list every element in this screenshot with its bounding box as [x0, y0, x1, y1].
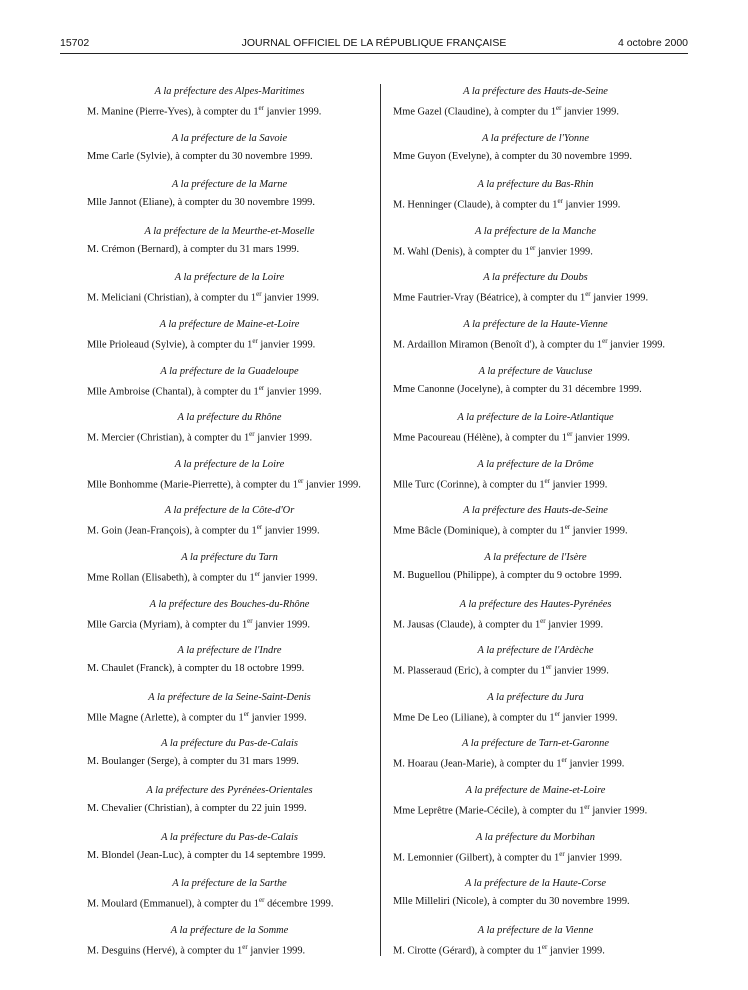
appointment-line: M. Goin (Jean-François), à compter du 1er janvier 1999. [87, 523, 320, 537]
prefecture-heading: A la préfecture de l'Isère [484, 551, 587, 563]
appointment-entry [87, 551, 372, 598]
prefecture-heading: A la préfecture du Pas-de-Calais [161, 831, 298, 843]
prefecture-heading: A la préfecture du Morbihan [476, 831, 595, 843]
prefecture-heading: A la préfecture de la Meurthe-et-Moselle [144, 225, 315, 237]
appointment-entry [87, 877, 372, 924]
appointment-entry [393, 877, 678, 924]
appointment-entry [87, 504, 372, 551]
appointment-line: Mme De Leo (Liliane), à compter du 1er janvier 1999. [393, 709, 618, 724]
appointment-line: M. Boulanger (Serge), à compter du 31 mars 1999. [87, 756, 299, 768]
prefecture-heading: A la préfecture de la Somme [170, 924, 289, 936]
appointment-line: M. Hoarau (Jean-Marie), à compter du 1er janvier 1999. [393, 756, 625, 770]
appointment-line: M. Jausas (Claude), à compter du 1er janvier 1999. [393, 616, 604, 630]
appointment-line: Mlle Jannot (Eliane), à compter du 30 novembre 1999. [87, 197, 315, 209]
appointment-entry [393, 831, 678, 878]
prefecture-heading: A la préfecture de Tarn-et-Garonne [462, 738, 609, 750]
appointment-line: Mlle Prioleaud (Sylvie), à compter du 1er janvier 1999. [87, 336, 316, 351]
prefecture-heading: A la préfecture de la Côte-d'Or [164, 505, 295, 517]
appointment-entry [87, 411, 372, 458]
prefecture-heading: A la préfecture de l'Indre [177, 645, 282, 657]
appointment-entry [393, 737, 678, 784]
appointment-entry [393, 411, 678, 458]
prefecture-heading: A la préfecture du Jura [487, 691, 584, 703]
appointment-line: M. Henninger (Claude), à compter du 1er janvier 1999. [393, 197, 621, 211]
appointment-line: M. Lemonnier (Gilbert), à compter du 1er janvier 1999. [393, 849, 623, 863]
appointment-entry [87, 831, 372, 878]
appointment-entry [393, 691, 678, 738]
right-column [393, 85, 678, 970]
appointment-line: M. Meliciani (Christian), à compter du 1er janvier 1999. [87, 290, 319, 304]
appointment-line: M. Cirotte (Gérard), à compter du 1er janvier 1999. [393, 942, 605, 957]
appointment-entry [87, 318, 372, 365]
appointment-line: Mme Canonne (Jocelyne), à compter du 31 décembre 1999. [393, 383, 642, 395]
appointment-line: Mme Rollan (Elisabeth), à compter du 1er janvier 1999. [87, 569, 318, 584]
left-column [87, 85, 372, 970]
prefecture-heading: A la préfecture du Rhône [177, 412, 282, 424]
appointment-entry [393, 132, 678, 179]
appointment-line: Mlle Milleliri (Nicole), à compter du 30 novembre 1999. [393, 896, 630, 908]
appointment-entry [393, 504, 678, 551]
prefecture-heading: A la préfecture du Doubs [483, 272, 588, 284]
appointment-entry [393, 178, 678, 225]
prefecture-heading: A la préfecture du Bas-Rhin [477, 179, 594, 191]
appointment-line: Mme Guyon (Evelyne), à compter du 30 novembre 1999. [393, 150, 632, 162]
appointment-entry [87, 132, 372, 179]
appointment-line: Mlle Ambroise (Chantal), à compter du 1er janvier 1999. [87, 383, 322, 398]
appointment-entry [87, 225, 372, 272]
appointment-entry [87, 85, 372, 132]
prefecture-heading: A la préfecture des Hauts-de-Seine [463, 86, 608, 97]
appointment-entry [87, 178, 372, 225]
appointment-line: M. Blondel (Jean-Luc), à compter du 14 septembre 1999. [87, 849, 326, 861]
prefecture-heading: A la préfecture de la Loire [174, 458, 285, 470]
prefecture-heading: A la préfecture de la Vienne [477, 924, 594, 936]
appointment-entry [393, 784, 678, 831]
prefecture-heading: A la préfecture de la Drôme [477, 458, 594, 470]
appointment-line: Mlle Magne (Arlette), à compter du 1er janvier 1999. [87, 709, 307, 724]
prefecture-heading: A la préfecture de la Sarthe [172, 878, 287, 890]
appointment-entry [393, 598, 678, 645]
prefecture-heading: A la préfecture du Pas-de-Calais [161, 738, 298, 750]
appointment-line: Mme Fautrier-Vray (Béatrice), à compter du 1er janvier 1999. [393, 290, 649, 304]
appointment-line: M. Crémon (Bernard), à compter du 31 mars 1999. [87, 243, 300, 255]
appointment-line: M. Ardaillon Miramon (Benoît d'), à compter du 1er janvier 1999. [393, 336, 665, 351]
appointment-line: Mme Pacoureau (Hélène), à compter du 1er janvier 1999. [393, 430, 630, 444]
journal-title: JOURNAL OFFICIEL DE LA RÉPUBLIQUE FRANÇAISE [241, 37, 507, 49]
appointment-line: M. Buguellou (Philippe), à compter du 9 octobre 1999. [393, 569, 622, 581]
prefecture-heading: A la préfecture de l'Yonne [482, 132, 589, 144]
page-header [60, 37, 688, 54]
appointment-line: M. Moulard (Emmanuel), à compter du 1er décembre 1999. [87, 896, 334, 910]
prefecture-heading: A la préfecture des Bouches-du-Rhône [149, 598, 310, 610]
prefecture-heading: A la préfecture des Hauts-de-Seine [463, 505, 608, 517]
appointment-entry [393, 458, 678, 505]
appointment-line: Mlle Garcia (Myriam), à compter du 1er janvier 1999. [87, 616, 311, 630]
issue-date: 4 octobre 2000 [617, 37, 688, 49]
appointment-entry [87, 365, 372, 412]
prefecture-heading: A la préfecture de la Savoie [171, 132, 288, 144]
appointment-entry [87, 737, 372, 784]
appointment-line: M. Plasseraud (Eric), à compter du 1er janvier 1999. [393, 663, 609, 677]
prefecture-heading: A la préfecture de la Loire [174, 272, 285, 284]
appointment-entry [393, 271, 678, 318]
appointment-line: M. Chevalier (Christian), à compter du 22 juin 1999. [87, 802, 307, 814]
appointment-line: Mme Bâcle (Dominique), à compter du 1er janvier 1999. [393, 523, 628, 537]
prefecture-heading: A la préfecture de Maine-et-Loire [465, 784, 606, 796]
prefecture-heading: A la préfecture de la Loire-Atlantique [457, 412, 614, 424]
appointment-entry [87, 644, 372, 691]
appointment-entry [87, 924, 372, 971]
appointment-entry [87, 691, 372, 738]
appointment-line: Mme Gazel (Claudine), à compter du 1er janvier 1999. [393, 104, 619, 118]
prefecture-heading: A la préfecture de la Seine-Saint-Denis [148, 691, 311, 703]
column-divider [380, 84, 381, 956]
appointment-line: Mme Carle (Sylvie), à compter du 30 novembre 1999. [87, 150, 313, 162]
prefecture-heading: A la préfecture de la Haute-Corse [464, 878, 607, 890]
prefecture-heading: A la préfecture de l'Ardèche [477, 645, 594, 657]
appointment-entry [87, 784, 372, 831]
appointment-entry [393, 644, 678, 691]
prefecture-heading: A la préfecture des Hautes-Pyrénées [459, 598, 612, 610]
appointment-line: Mlle Bonhomme (Marie-Pierrette), à compter du 1er janvier 1999. [87, 476, 361, 491]
appointment-line: M. Chaulet (Franck), à compter du 18 octobre 1999. [87, 663, 305, 675]
page-number: 15702 [60, 37, 90, 49]
prefecture-heading: A la préfecture de Vaucluse [478, 365, 593, 377]
appointment-line: M. Wahl (Denis), à compter du 1er janvier 1999. [393, 243, 593, 258]
prefecture-heading: A la préfecture de la Guadeloupe [160, 365, 299, 377]
appointment-line: Mlle Turc (Corinne), à compter du 1er janvier 1999. [393, 476, 608, 491]
prefecture-heading: A la préfecture de la Haute-Vienne [463, 318, 608, 330]
prefecture-heading: A la préfecture de la Marne [171, 179, 288, 191]
appointment-line: M. Manine (Pierre-Yves), à compter du 1er janvier 1999. [87, 104, 322, 118]
appointment-entry [393, 85, 678, 132]
appointment-line: Mme Leprêtre (Marie-Cécile), à compter du 1er janvier 1999. [393, 802, 648, 817]
appointment-entry [87, 271, 372, 318]
prefecture-heading: A la préfecture des Pyrénées-Orientales [146, 784, 313, 796]
appointment-entry [87, 598, 372, 645]
appointment-entry [87, 458, 372, 505]
prefecture-heading: A la préfecture des Alpes-Maritimes [154, 86, 305, 97]
appointment-entry [393, 365, 678, 412]
appointment-entry [393, 318, 678, 365]
appointment-entry [393, 225, 678, 272]
appointment-entry [393, 924, 678, 971]
prefecture-heading: A la préfecture de Maine-et-Loire [159, 318, 300, 330]
appointment-entry [393, 551, 678, 598]
prefecture-heading: A la préfecture de la Manche [475, 225, 596, 237]
appointment-line: M. Desguins (Hervé), à compter du 1er janvier 1999. [87, 942, 306, 957]
appointment-line: M. Mercier (Christian), à compter du 1er janvier 1999. [87, 430, 313, 444]
prefecture-heading: A la préfecture du Tarn [181, 551, 278, 563]
